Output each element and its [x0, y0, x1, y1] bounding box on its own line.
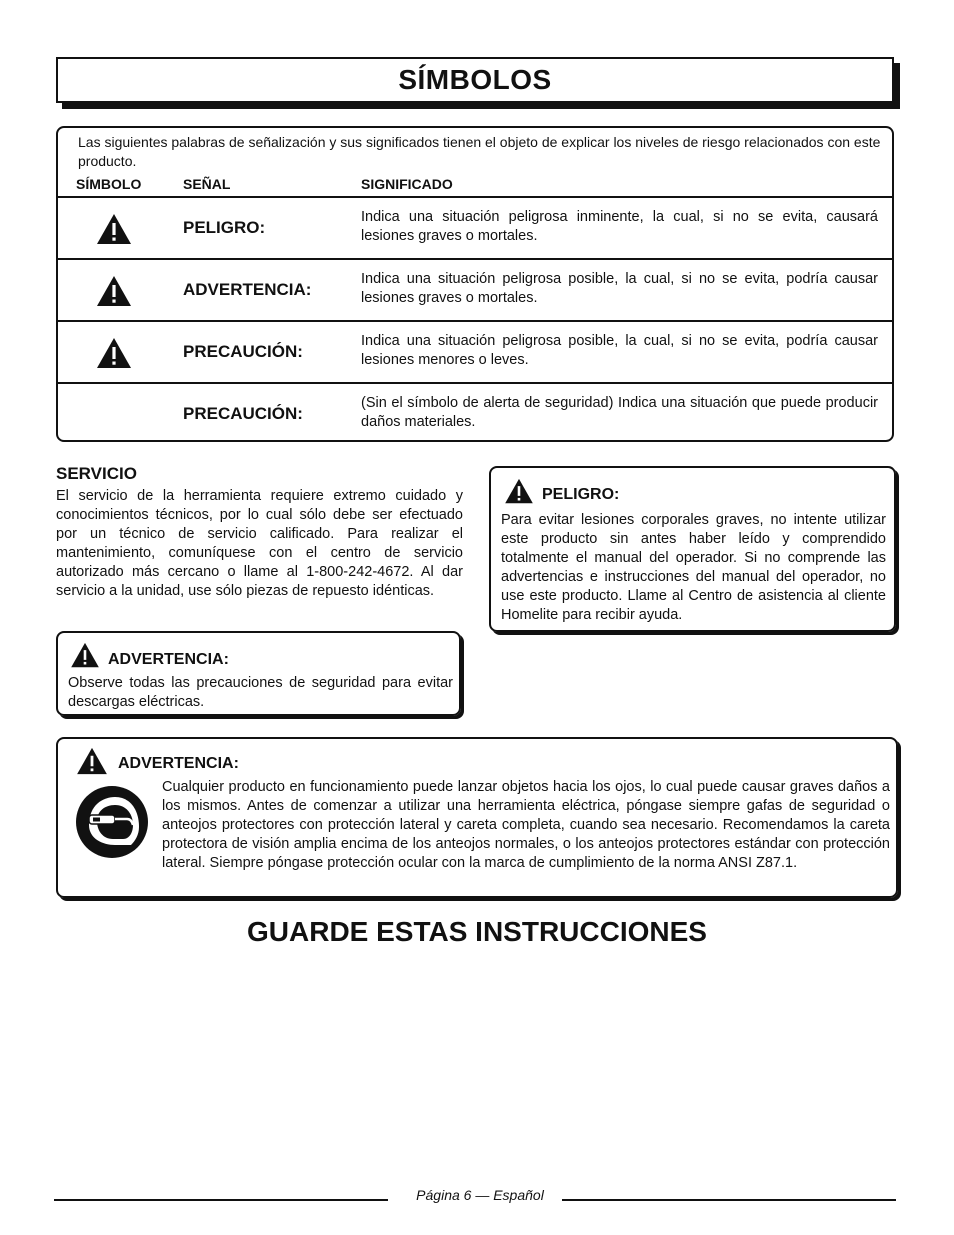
danger-box	[489, 466, 896, 632]
symbol-row	[58, 382, 892, 442]
page-footer: Página 6 — Español	[416, 1187, 544, 1203]
service-text: El servicio de la herramienta requiere extremo cuidado y conocimientos técnicos, por lo cual sólo debe ser efectuado por un técnico de servicio calificado. Para realizar el mantenimiento, comuníquese con el centro de servicio autorizado más cercano o llame al 1-800-242-4672. Al dar servicio a la unidad, use sólo piezas de repuesto idénticas.	[56, 488, 463, 599]
signal-meaning: Indica una situación peligrosa inminente, la cual, si no se evita, causará lesiones graves o mortales.	[361, 209, 878, 244]
signal-meaning: Indica una situación peligrosa posible, la cual, si no se evita, podría causar lesiones graves o mortales.	[361, 271, 878, 306]
eye-warning-box	[56, 737, 898, 898]
column-header-symbol: SÍMBOLO	[76, 176, 142, 192]
signal-word: PRECAUCIÓN:	[183, 342, 303, 361]
eye-protection-icon	[75, 785, 149, 859]
signal-word: PRECAUCIÓN:	[183, 404, 303, 423]
signal-meaning: Indica una situación peligrosa posible, la cual, si no se evita, podría causar lesiones menores o leves.	[361, 333, 878, 368]
footer-rule-left	[54, 1199, 388, 1201]
service-heading: SERVICIO	[56, 464, 137, 483]
warning-triangle-icon	[96, 275, 132, 307]
save-instructions-heading: GUARDE ESTAS INSTRUCCIONES	[247, 916, 707, 947]
danger-title: PELIGRO:	[542, 486, 620, 503]
eye-warning-title: ADVERTENCIA:	[118, 755, 239, 772]
warning-triangle-icon	[96, 213, 132, 245]
column-header-signal: SEÑAL	[183, 176, 231, 192]
warning-triangle-icon	[504, 478, 534, 504]
electrical-warning-title: ADVERTENCIA:	[108, 651, 229, 668]
column-header-meaning: SIGNIFICADO	[361, 176, 453, 192]
eye-warning-text: Cualquier producto en funcionamiento puede lanzar objetos hacia los ojos, lo cual puede causar graves daños a los mismos. Antes de comenzar a utilizar una herramienta eléctrica, póngase siempre gafas de seguridad o anteojos protectores con protección lateral y careta completa, cuando sea necesario. Recomendamos la careta protectora de visión amplia encima de los anteojos normales, o los anteojos protectores estándar con protección lateral. Siempre póngase protección ocular con la marca de cumplimiento de la norma ANSI Z87.1.	[162, 779, 890, 871]
warning-triangle-icon	[96, 337, 132, 369]
section-title-box	[56, 57, 894, 103]
electrical-warning-box	[56, 631, 461, 716]
electrical-warning-text: Observe todas las precauciones de seguridad para evitar descargas eléctricas.	[68, 675, 453, 710]
warning-triangle-icon	[76, 747, 108, 775]
symbols-table	[56, 126, 894, 442]
warning-triangle-icon	[70, 642, 100, 668]
footer-rule-right	[562, 1199, 896, 1201]
danger-text: Para evitar lesiones corporales graves, no intente utilizar este producto sin antes haber leído y comprendido totalmente el manual del operador. Si no comprende las advertencias e instrucciones del manual del operador, no use este producto. Llame al Centro de asistencia al cliente Homelite para recibir ayuda.	[501, 512, 886, 623]
symbol-row	[58, 320, 892, 380]
page-title: SÍMBOLOS	[398, 64, 552, 95]
symbols-intro: Las siguientes palabras de señalización y sus significados tienen el objeto de explicar los niveles de riesgo relacionados con este producto.	[78, 134, 881, 169]
signal-word: PELIGRO:	[183, 218, 266, 237]
symbol-row	[58, 196, 892, 256]
signal-word: ADVERTENCIA:	[183, 280, 312, 299]
signal-meaning: (Sin el símbolo de alerta de seguridad) Indica una situación que puede producir daños materiales.	[361, 395, 878, 430]
symbol-row	[58, 258, 892, 318]
